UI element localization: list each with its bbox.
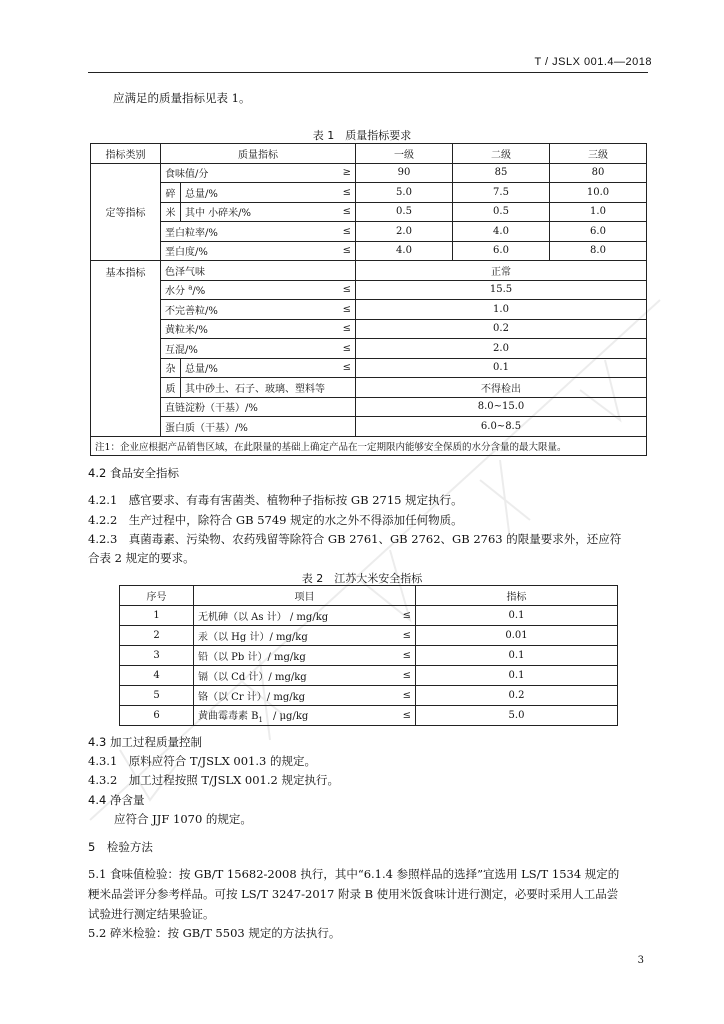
row-number: 6 bbox=[120, 706, 194, 726]
item-cell: 铬（以 Cr 计）/ mg/kg ≤ bbox=[194, 686, 416, 706]
header-cell: 质量指标 bbox=[161, 144, 356, 164]
section-4-4-title: 4.4 净含量 bbox=[88, 793, 145, 807]
table-row bbox=[91, 300, 647, 320]
header-cell: 指标类别 bbox=[91, 144, 161, 164]
table-row bbox=[91, 202, 647, 222]
indicator-cell: 水分 $^a$/% ≤ bbox=[161, 280, 356, 300]
item-cell: 铅（以 Pb 计）/ mg/kg ≤ bbox=[194, 646, 416, 666]
value-cell: 0.5 bbox=[453, 202, 550, 222]
group-label: 质 bbox=[161, 378, 181, 398]
group-label: 米 bbox=[161, 202, 181, 222]
standard-number: T / JSLX 001.4—2018 bbox=[534, 56, 652, 68]
value-cell: 8.0~15.0 bbox=[356, 397, 647, 417]
item-cell: 汞（以 Hg 计）/ mg/kg ≤ bbox=[194, 626, 416, 646]
value-cell: 15.5 bbox=[356, 280, 647, 300]
value-cell: 90 bbox=[356, 163, 453, 183]
value-cell: 8.0 bbox=[550, 241, 647, 261]
table-row bbox=[120, 646, 618, 666]
row-number: 3 bbox=[120, 646, 194, 666]
safety-table bbox=[119, 585, 618, 726]
table-header-row bbox=[91, 144, 647, 164]
table-row bbox=[91, 319, 647, 339]
table-row bbox=[91, 163, 647, 183]
value-cell: 0.1 bbox=[416, 646, 618, 666]
value-cell: 正常 bbox=[356, 261, 647, 281]
value-cell: 10.0 bbox=[550, 183, 647, 203]
indicator-cell: 其中 小碎米/% ≤ bbox=[181, 202, 356, 222]
table-header-row bbox=[120, 586, 618, 606]
clause-5-1-cont2: 试验进行测定结果验证。 bbox=[88, 907, 215, 921]
group-label: 碎 bbox=[161, 183, 181, 203]
header-cell: 二级 bbox=[453, 144, 550, 164]
row-number: 5 bbox=[120, 686, 194, 706]
value-cell: 1.0 bbox=[550, 202, 647, 222]
value-cell: 2.0 bbox=[356, 222, 453, 242]
value-cell: 80 bbox=[550, 163, 647, 183]
indicator-cell: 不完善粒/% ≤ bbox=[161, 300, 356, 320]
clause-4-3-2: 4.3.2 加工过程按照 T/JSLX 001.2 规定执行。 bbox=[88, 773, 340, 787]
section-5-title: 5 检验方法 bbox=[88, 840, 153, 854]
row-number: 1 bbox=[120, 606, 194, 626]
table-row bbox=[91, 261, 647, 281]
value-cell: 85 bbox=[453, 163, 550, 183]
section-4-3-title: 4.3 加工过程质量控制 bbox=[88, 735, 202, 749]
clause-4-3-1: 4.3.1 原料应符合 T/JSLX 001.3 的规定。 bbox=[88, 754, 317, 768]
table-row bbox=[91, 417, 647, 437]
table-row bbox=[91, 280, 647, 300]
value-cell: 7.5 bbox=[453, 183, 550, 203]
clause-4-2-3: 4.2.3 真菌毒素、污染物、农药残留等除符合 GB 2761、GB 2762、GB 2763 的限量要求外，还应符 bbox=[88, 532, 622, 546]
value-cell: 0.5 bbox=[356, 202, 453, 222]
category-cell: 基本指标 bbox=[91, 261, 161, 437]
table-row bbox=[91, 397, 647, 417]
header-cell: 一级 bbox=[356, 144, 453, 164]
indicator-cell: 蛋白质（干基）/% bbox=[161, 417, 356, 437]
table-row bbox=[91, 339, 647, 359]
value-cell: 4.0 bbox=[453, 222, 550, 242]
table-row bbox=[91, 222, 647, 242]
header-cell: 三级 bbox=[550, 144, 647, 164]
value-cell: 1.0 bbox=[356, 300, 647, 320]
value-cell: 5.0 bbox=[356, 183, 453, 203]
clause-5-2: 5.2 碎米检验：按 GB/T 5503 规定的方法执行。 bbox=[88, 926, 341, 940]
header-cell: 项目 bbox=[194, 586, 416, 606]
table-note: 注1：企业应根据产品销售区域，在此限量的基础上确定产品在一定期限内能够安全保质的水分含量的最大限量。 bbox=[91, 436, 647, 456]
indicator-cell: 垩白度/% ≤ bbox=[161, 241, 356, 261]
table-row bbox=[120, 706, 618, 726]
table-row bbox=[91, 378, 647, 398]
indicator-cell: 食味值/分 ≥ bbox=[161, 163, 356, 183]
table1-caption: 表 1 质量指标要求 bbox=[312, 129, 412, 142]
indicator-cell: 色泽气味 bbox=[161, 261, 356, 281]
value-cell: 0.1 bbox=[416, 606, 618, 626]
header-cell: 序号 bbox=[120, 586, 194, 606]
intro-text: 应满足的质量指标见表 1。 bbox=[113, 91, 251, 105]
row-number: 4 bbox=[120, 666, 194, 686]
table-row bbox=[120, 666, 618, 686]
section-4-2-title: 4.2 食品安全指标 bbox=[88, 466, 179, 480]
table2-caption: 表 2 江苏大米安全指标 bbox=[301, 572, 423, 585]
group-label: 杂 bbox=[161, 358, 181, 378]
item-cell: 镉（以 Cd 计）/ mg/kg ≤ bbox=[194, 666, 416, 686]
indicator-cell: 总量/% ≤ bbox=[181, 183, 356, 203]
table-note-row bbox=[91, 436, 647, 456]
value-cell: 6.0~8.5 bbox=[356, 417, 647, 437]
indicator-cell: 互混/% ≤ bbox=[161, 339, 356, 359]
value-cell: 0.1 bbox=[416, 666, 618, 686]
table-row bbox=[91, 358, 647, 378]
clause-5-1: 5.1 食味值检验：按 GB/T 15682-2008 执行，其中“6.1.4 参照样品的选择”宜选用 LS/T 1534 规定的 bbox=[88, 867, 620, 881]
indicator-cell: 其中砂土、石子、玻璃、塑料等 bbox=[181, 378, 356, 398]
value-cell: 0.01 bbox=[416, 626, 618, 646]
clause-4-2-3-cont: 合表 2 规定的要求。 bbox=[88, 551, 195, 565]
clause-4-2-2: 4.2.2 生产过程中，除符合 GB 5749 规定的水之外不得添加任何物质。 bbox=[88, 513, 463, 527]
table-row bbox=[91, 241, 647, 261]
clause-4-4-text: 应符合 JJF 1070 的规定。 bbox=[114, 812, 252, 826]
value-cell: 0.1 bbox=[356, 358, 647, 378]
page-number: 3 bbox=[637, 955, 644, 966]
header-cell: 指标 bbox=[416, 586, 618, 606]
item-cell: 无机砷（以 As 计） / mg/kg ≤ bbox=[194, 606, 416, 626]
row-number: 2 bbox=[120, 626, 194, 646]
value-cell: 6.0 bbox=[550, 222, 647, 242]
value-cell: 不得检出 bbox=[356, 378, 647, 398]
value-cell: 4.0 bbox=[356, 241, 453, 261]
category-cell: 定等指标 bbox=[91, 163, 161, 261]
table-row bbox=[120, 686, 618, 706]
indicator-cell: 黄粒米/% ≤ bbox=[161, 319, 356, 339]
indicator-cell: 总量/% ≤ bbox=[181, 358, 356, 378]
table-row bbox=[120, 626, 618, 646]
table-row bbox=[91, 183, 647, 203]
indicator-cell: 直链淀粉（干基）/% bbox=[161, 397, 356, 417]
clause-5-1-cont1: 粳米品尝评分参考样品。可按 LS/T 3247-2017 附录 B 使用米饭食味计进行测定，必要时采用人工品尝 bbox=[88, 887, 619, 901]
table-row bbox=[120, 606, 618, 626]
clause-4-2-1: 4.2.1 感官要求、有毒有害菌类、植物种子指标按 GB 2715 规定执行。 bbox=[88, 493, 463, 507]
item-cell: 黄曲霉毒素 $B_1$ / μg/kg ≤ bbox=[194, 706, 416, 726]
header-rule bbox=[88, 72, 648, 73]
value-cell: 6.0 bbox=[453, 241, 550, 261]
value-cell: 0.2 bbox=[416, 686, 618, 706]
value-cell: 0.2 bbox=[356, 319, 647, 339]
value-cell: 5.0 bbox=[416, 706, 618, 726]
quality-table bbox=[90, 143, 647, 456]
value-cell: 2.0 bbox=[356, 339, 647, 359]
indicator-cell: 垩白粒率/% ≤ bbox=[161, 222, 356, 242]
